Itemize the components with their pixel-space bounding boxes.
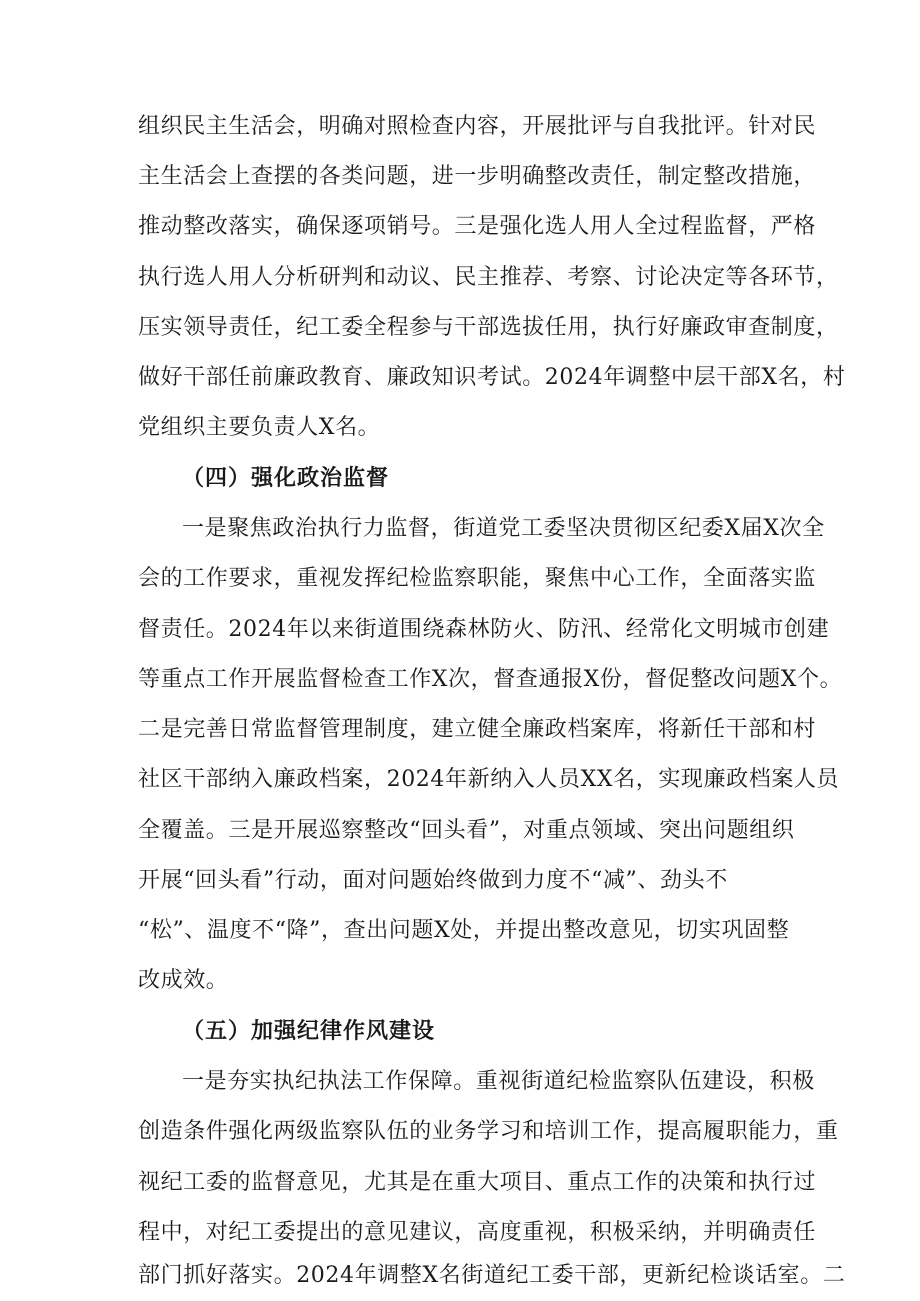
section-heading: （五）加强纪律作风建设 bbox=[182, 1019, 436, 1044]
paragraph-line: 开展“回头看”行动，面对问题始终做到力度不“减”、劲头不 bbox=[138, 868, 728, 893]
paragraph-line: 一是聚焦政治执行力监督，街道党工委坚决贯彻区纪委X届X次全 bbox=[182, 516, 825, 541]
paragraph-line: 压实领导责任，纪工委全程参与干部选拔任用，执行好廉政审查制度， bbox=[138, 315, 839, 340]
paragraph-line: 会的工作要求，重视发挥纪检监察职能，聚焦中心工作，全面落实监 bbox=[138, 566, 817, 591]
paragraph-line: 党组织主要负责人X名。 bbox=[138, 415, 381, 440]
paragraph-line: 一是夯实执纪执法工作保障。重视街道纪检监察队伍建设，积极 bbox=[182, 1069, 815, 1094]
paragraph-line: 创造条件强化两级监察队伍的业务学习和培训工作，提高履职能力，重 bbox=[138, 1119, 839, 1144]
paragraph-line: 等重点工作开展监督检查工作X次，督查通报X份，督促整改问题X个。 bbox=[138, 667, 843, 692]
paragraph-line: 视纪工委的监督意见，尤其是在重大项目、重点工作的决策和执行过 bbox=[138, 1170, 817, 1195]
paragraph-line: 全覆盖。三是开展巡察整改“回头看”，对重点领域、突出问题组织 bbox=[138, 818, 795, 843]
paragraph-line: 督责任。2024年以来街道围绕森林防火、防汛、经常化文明城市创建 bbox=[138, 617, 830, 642]
paragraph-line: 做好干部任前廉政教育、廉政知识考试。2024年调整中层干部X名，村 bbox=[138, 365, 846, 390]
paragraph-line: 执行选人用人分析研判和动议、民主推荐、考察、讨论决定等各环节， bbox=[138, 265, 839, 290]
paragraph-line: 主生活会上查摆的各类问题，进一步明确整改责任，制定整改措施， bbox=[138, 164, 817, 189]
paragraph-line: 改成效。 bbox=[138, 968, 229, 993]
paragraph-line: 程中，对纪工委提出的意见建议，高度重视，积极采纳，并明确责任 bbox=[138, 1220, 817, 1245]
paragraph-line: 二是完善日常监督管理制度，建立健全廉政档案库，将新任干部和村 bbox=[138, 717, 817, 742]
paragraph-line: 部门抓好落实。2024年调整X名街道纪工委干部，更新纪检谈话室。二 bbox=[138, 1263, 846, 1288]
paragraph-line: 社区干部纳入廉政档案，2024年新纳入人员XX名，实现廉政档案人员 bbox=[138, 767, 840, 792]
paragraph-line: “松”、温度不“降”，查出问题X处，并提出整改意见，切实巩固整 bbox=[138, 918, 790, 943]
section-heading: （四）强化政治监督 bbox=[182, 466, 390, 491]
paragraph-line: 推动整改落实，确保逐项销号。三是强化选人用人全过程监督，严格 bbox=[138, 214, 817, 239]
paragraph-line: 组织民主生活会，明确对照检查内容，开展批评与自我批评。针对民 bbox=[138, 114, 817, 139]
